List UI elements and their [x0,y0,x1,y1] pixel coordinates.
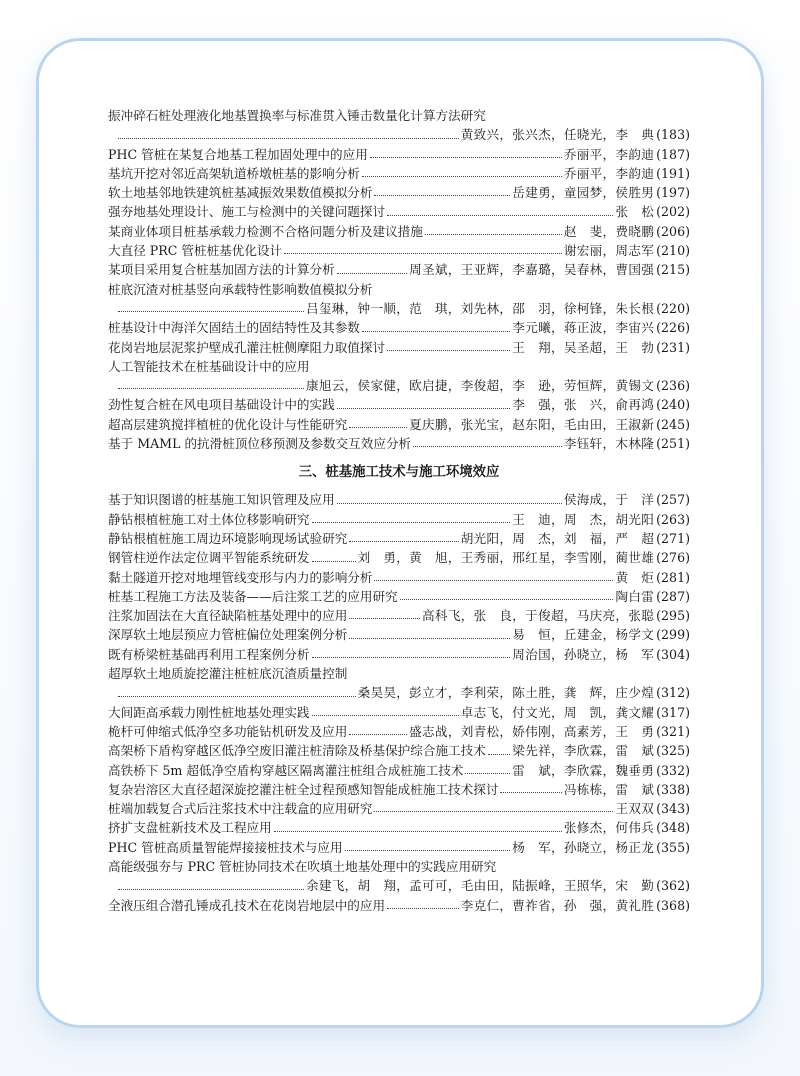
toc-entry[interactable] [108,722,690,741]
entry-authors: 陶白雷 [615,588,655,604]
leader-dots [349,734,407,735]
entry-page-number: (226) [656,320,690,336]
leader-dots [387,215,613,216]
entry-authors: 夏庆鹏，张光宝，赵东阳，毛由田，王淑新 [409,416,655,432]
entry-page-number: (220) [656,300,690,316]
entry-title: 大间距高承载力刚性桩地基处理实践 [108,704,310,720]
entry-page-number: (304) [656,646,690,662]
toc-entry[interactable] [108,741,690,760]
toc-entry[interactable] [108,357,690,396]
leader-dots [370,157,562,158]
leader-dots [400,599,614,600]
entry-page-number: (295) [656,608,690,624]
entry-title: 注浆加固法在大直径缺陷桩基处理中的应用 [108,608,348,624]
entry-title: 挤扩支盘桩新技术及工程应用 [108,820,272,836]
entry-authors: 冯栋栋，雷 斌 [563,781,655,797]
entry-title: 桩基设计中海洋欠固结土的固结特性及其参数 [108,320,360,336]
entry-authors: 康旭云，侯家健，欧启捷，李俊超，李 逊，劳恒辉，黄锡文 [305,378,655,394]
leader-dots [349,638,510,639]
entry-page-number: (240) [656,397,690,413]
toc-entry[interactable] [108,606,690,625]
entry-page-number: (251) [656,436,690,452]
entry-title: 大直径 PRC 管桩桩基优化设计 [108,243,283,259]
leader-dots [362,176,562,177]
entry-title: 复杂岩溶区大直径超深旋挖灌注桩全过程预感知智能成桩施工技术探讨 [108,781,499,797]
entry-authors: 周治国，孙晓立，杨 军 [512,646,655,662]
toc-entry[interactable] [108,703,690,722]
entry-page-number: (191) [656,165,690,181]
entry-page-number: (263) [656,511,690,527]
toc-list-part-3 [108,490,690,915]
entry-authors: 乔丽平，李韵迪 [563,165,655,181]
entry-title: PHC 管桩在某复合地基工程加固处理中的应用 [108,146,368,162]
entry-authors: 李克仁，曹祚省，孙 强，黄礼胜 [460,897,655,913]
entry-title: 基于知识图谱的桩基施工知识管理及应用 [108,492,335,508]
entry-authors: 谢宏丽，周志军 [563,243,655,259]
toc-entry[interactable] [108,241,690,260]
leader-dots [374,195,510,196]
entry-authors: 王 翔，吴圣超，王 勃 [512,339,655,355]
toc-entry[interactable] [108,395,690,414]
toc-entry[interactable] [108,799,690,818]
entry-authors: 胡光阳，周 杰，刘 福，严 超 [460,530,655,546]
entry-authors: 张 松 [615,204,655,220]
leader-dots [312,522,511,523]
entry-authors: 侯海成，于 洋 [563,492,655,508]
leader-dots [349,541,458,542]
leader-dots [465,773,510,774]
entry-title: 某商业体项目桩基承载力检测不合格问题分析及建议措施 [108,223,423,239]
entry-title: 桩基工程施工方法及装备——后注浆工艺的应用研究 [108,588,398,604]
entry-authors: 黄致兴，张兴杰，任晓光，李 典 [460,127,655,143]
leader-dots [362,331,510,332]
toc-entry[interactable] [108,415,690,434]
entry-page-number: (245) [656,416,690,432]
toc-entry[interactable] [108,490,690,509]
entry-title: 桅杆可伸缩式低净空多功能钻机研发及应用 [108,723,348,739]
entry-title: 桩端加载复合式后注浆技术中注载盒的应用研究 [108,801,373,817]
entry-page-number: (257) [656,492,690,508]
toc-entry[interactable] [108,529,690,548]
table-of-contents [108,106,690,915]
toc-entry[interactable] [108,780,690,799]
entry-title: 黏土隧道开挖对地埋管线变形与内力的影响分析 [108,569,373,585]
entry-page-number: (206) [656,223,690,239]
entry-authors: 王双双 [615,801,655,817]
entry-authors: 周圣斌，王亚辉，李嘉璐，吴春林，曹国强 [409,262,655,278]
toc-entry[interactable] [108,434,690,453]
toc-entry[interactable] [108,548,690,567]
entry-page-number: (202) [656,204,690,220]
leader-dots [387,908,459,909]
entry-page-number: (231) [656,339,690,355]
entry-title: 劲性复合桩在风电项目基础设计中的实践 [108,397,335,413]
leader-dots [488,754,510,755]
toc-entry[interactable] [108,338,690,357]
entry-title: 花岗岩地层泥浆护壁成孔灌注桩侧摩阻力取值探讨 [108,339,386,355]
section-heading: 三、桩基施工技术与施工环境效应 [298,464,500,481]
leader-dots [425,234,562,235]
entry-authors: 乔丽平，李韵迪 [563,146,655,162]
entry-page-number: (183) [656,127,690,143]
toc-entry[interactable] [108,183,690,202]
entry-title: 超高层建筑搅拌植桩的优化设计与性能研究 [108,416,348,432]
leader-dots [312,561,356,562]
entry-authors: 盛志战，刘青松，娇伟刚，高素芳，王 勇 [409,723,655,739]
toc-entry[interactable] [108,645,690,664]
leader-dots [345,850,511,851]
entry-title: 强夯地基处理设计、施工与检测中的关键问题探讨 [108,204,386,220]
entry-title: 深厚软土地层预应力管桩偏位处理案例分析 [108,627,348,643]
toc-entry[interactable] [108,106,690,145]
leader-dots [387,350,510,351]
entry-page-number: (210) [656,243,690,259]
entry-page-number: (287) [656,588,690,604]
entry-page-number: (271) [656,530,690,546]
entry-title: 全液压组合潜孔锤成孔技术在花岗岩地层中的应用 [108,897,386,913]
toc-entry[interactable] [108,260,690,279]
toc-entry[interactable] [108,222,690,241]
leader-dots [337,273,407,274]
leader-dots [118,311,304,312]
entry-title: 钢管柱逆作法定位调平智能系统研发 [108,550,310,566]
entry-authors: 卓志飞，付文光，周 凯，龚文耀 [460,704,655,720]
entry-title: 人工智能技术在桩基础设计中的应用 [108,358,310,374]
entry-title: 高能级强夯与 PRC 管桩协同技术在吹填土地基处理中的实践应用研究 [108,858,497,874]
toc-entry[interactable] [108,838,690,857]
toc-entry[interactable] [108,857,690,896]
leader-dots [274,831,562,832]
toc-list-part-2 [108,106,690,453]
entry-authors: 赵 斐，费晓鹏 [563,223,655,239]
entry-page-number: (355) [656,839,690,855]
entry-page-number: (197) [656,185,690,201]
entry-authors: 刘 勇，黄 旭，王秀丽，邢红星，李雪刚，蔺世雄 [357,550,655,566]
entry-authors: 雷 斌，李欣霖，魏垂勇 [512,762,655,778]
toc-entry[interactable] [108,818,690,837]
entry-page-number: (236) [656,378,690,394]
entry-page-number: (338) [656,781,690,797]
entry-authors: 吕玺琳，钟一顺，范 琪，刘先林，邵 羽，徐柯锋，朱长根 [305,300,655,316]
toc-entry[interactable] [108,568,690,587]
entry-title: PHC 管桩高质量智能焊接接桩技术与应用 [108,839,343,855]
toc-entry[interactable] [108,587,690,606]
entry-title: 高铁桥下 5m 超低净空盾构穿越区隔离灌注桩组合成桩施工技术 [108,762,464,778]
leader-dots [337,408,511,409]
toc-entry[interactable] [108,145,690,164]
entry-title: 高架桥下盾构穿越区低净空废旧灌注桩清除及桥基保护综合施工技术 [108,743,486,759]
entry-page-number: (321) [656,723,690,739]
entry-authors: 黄 炬 [615,569,655,585]
entry-title: 振冲碎石桩处理液化地基置换率与标准贯入锤击数量化计算方法研究 [108,108,486,123]
entry-authors: 桑昊昊，彭立才，李利荣，陈土胜，龚 辉，庄少煌 [357,685,655,701]
leader-dots [349,618,420,619]
leader-dots [118,388,304,389]
entry-title: 超厚软土地质旋挖灌注桩桩底沉渣质量控制 [108,666,348,682]
toc-entry[interactable] [108,664,690,703]
leader-dots [118,696,356,697]
toc-entry[interactable] [108,625,690,644]
toc-entry[interactable] [108,510,690,529]
toc-entry[interactable] [108,164,690,183]
entry-page-number: (343) [656,801,690,817]
entry-title: 某项目采用复合桩基加固方法的计算分析 [108,262,335,278]
toc-entry[interactable] [108,202,690,221]
entry-authors: 王 迪，周 杰，胡光阳 [512,511,655,527]
leader-dots [312,715,459,716]
entry-authors: 岳建勇，童园梦，侯胜男 [512,185,655,201]
leader-dots [118,138,459,139]
entry-authors: 李钰轩，木林隆 [563,436,655,452]
entry-page-number: (348) [656,820,690,836]
entry-authors: 易 恒，丘建金，杨学文 [512,627,655,643]
leader-dots [374,580,613,581]
entry-page-number: (332) [656,762,690,778]
leader-dots [374,811,613,812]
entry-authors: 余建飞，胡 翔，孟可可，毛由田，陆振峰，王照华，宋 勤 [305,878,655,894]
entry-page-number: (325) [656,743,690,759]
leader-dots [312,657,511,658]
entry-title: 基于 MAML 的抗滑桩顶位移预测及参数交互效应分析 [108,436,412,452]
entry-title: 桩底沉渣对桩基竖向承载特性影响数值模拟分析 [108,281,373,297]
entry-page-number: (281) [656,569,690,585]
entry-authors: 李 强，张 兴，俞再鸿 [512,397,655,413]
toc-entry[interactable] [108,318,690,337]
leader-dots [413,446,562,447]
entry-authors: 杨 军，孙晓立，杨正龙 [512,839,655,855]
entry-title: 既有桥梁桩基础再利用工程案例分析 [108,646,310,662]
leader-dots [284,253,562,254]
leader-dots [118,889,304,890]
toc-entry[interactable] [108,280,690,319]
entry-title: 静钻根植桩施工对土体位移影响研究 [108,511,310,527]
entry-authors: 梁先祥，李欣霖，雷 斌 [512,743,655,759]
leader-dots [500,792,561,793]
entry-page-number: (317) [656,704,690,720]
entry-title: 静钻根植桩施工周边环境影响现场试验研究 [108,530,348,546]
entry-page-number: (276) [656,550,690,566]
entry-page-number: (368) [656,897,690,913]
leader-dots [349,427,407,428]
toc-entry[interactable] [108,896,690,915]
toc-entry[interactable] [108,761,690,780]
entry-authors: 高科飞，张 良，于俊超，马庆亮，张聪 [422,608,655,624]
entry-page-number: (362) [656,878,690,894]
leader-dots [337,503,562,504]
entry-page-number: (215) [656,262,690,278]
entry-page-number: (312) [656,685,690,701]
entry-page-number: (187) [656,146,690,162]
entry-authors: 张修杰，何伟兵 [563,820,655,836]
entry-title: 软土地基邻地铁建筑桩基减振效果数值模拟分析 [108,185,373,201]
entry-title: 基坑开挖对邻近高架轨道桥墩桩基的影响分析 [108,165,360,181]
entry-page-number: (299) [656,627,690,643]
entry-authors: 李元曦，蒋正波，李宙兴 [512,320,655,336]
